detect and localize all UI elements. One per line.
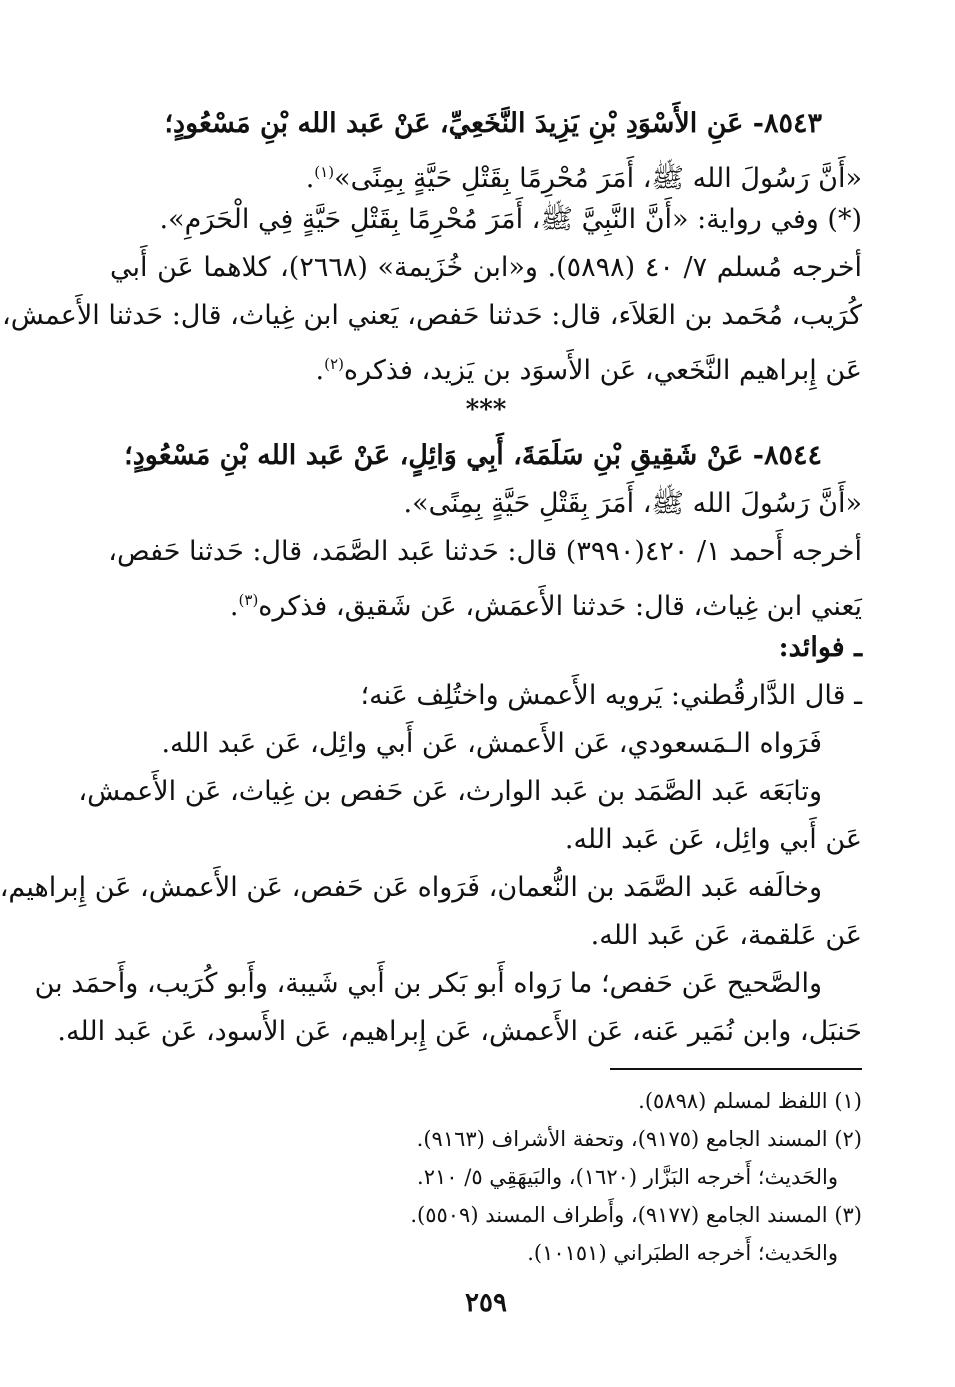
hadith-8543-takhrij-text: عَن إِبراهيم النَّخَعي، عَن الأَسوَد بن يَزيد، فذكره — [343, 355, 862, 386]
hadith-8543-takhrij-line-1: أخرجه مُسلم ٧/ ٤٠ (٥٨٩٨). و«ابن خُزَيمة» (٢٦٦٨)، كلاهما عَن أَبي — [110, 252, 863, 283]
hadith-8544-takhrij-end: . — [229, 591, 239, 622]
footnote-ref-1[interactable]: (١) — [314, 163, 335, 181]
hadith-8543-takhrij-line-3 — [110, 340, 862, 388]
hadith-8543-matn-end: . — [305, 163, 315, 194]
main-text — [0, 100, 863, 1056]
hadith-8543-matn-line-1: ٨٥٤٣- عَنِ الأَسْوَدِ بْنِ يَزِيدَ النَّخَعِيِّ، عَنْ عَبد الله بْنِ مَسْعُودٍ؛ — [164, 108, 822, 139]
footnote-2: (٢) المسند الجامع (٩١٧٥)، وتحفة الأشراف (٩١٦٣). — [416, 1127, 862, 1151]
footnote-3-continuation: والحَديث؛ أَخرجه الطبَراني (١٠١٥١). — [527, 1241, 838, 1265]
hadith-8543-takhrij-end: . — [315, 355, 325, 386]
footnotes — [110, 1082, 862, 1272]
footnote-1: (١) اللفظ لمسلم (٥٨٩٨). — [638, 1089, 862, 1113]
fawaid-line-1: ـ قال الدَّارقُطني: يَرويه الأَعمش واختُلِف عَنه؛ — [360, 680, 862, 711]
footnote-ref-3[interactable]: (٣) — [238, 591, 259, 609]
hadith-8543-matn-line-2 — [110, 148, 862, 196]
hadith-8543-variant: (*) وفي رواية: «أَنَّ النَّبِيَّ ﷺ، أَمَرَ مُحْرِمًا بِقَتْلِ حَيَّةٍ فِي الْحَرَمِ». — [159, 204, 862, 235]
fawaid-line-8: حَنبَل، وابن نُمَير عَنه، عَن الأَعمش، عَن إِبراهيم، عَن الأَسود، عَن عَبد الله. — [57, 1016, 862, 1047]
footnote-ref-2[interactable]: (٢) — [324, 355, 344, 373]
fawaid-line-6: عَن عَلقمة، عَن عَبد الله. — [590, 920, 862, 951]
hadith-8544-matn-line-1: ٨٥٤٤- عَنْ شَقِيقِ بْنِ سَلَمَةَ، أَبِي وَائِلٍ، عَنْ عَبد الله بْنِ مَسْعُودٍ؛ — [124, 440, 822, 471]
footnote-2-continuation: والحَديث؛ أَخرجه البَزَّار (١٦٢٠)، والبَيهَقِي ٥/ ٢١٠. — [417, 1165, 838, 1189]
fawaid-line-4: عَن أَبي وائِل، عَن عَبد الله. — [564, 824, 862, 855]
fawaid-heading: ـ فوائد: — [778, 632, 862, 663]
hadith-8543-takhrij-line-2: كُرَيب، مُحَمد بن العَلاَء، قال: حَدثنا حَفص، يَعني ابن غِياث، قال: حَدثنا الأَعمش، — [2, 300, 862, 331]
page-number: ٢٥٩ — [465, 1288, 507, 1318]
hadith-8544-takhrij-text: يَعني ابن غِياث، قال: حَدثنا الأَعمَش، عَن شَقيق، فذكره — [258, 591, 862, 622]
hadith-8543-matn-text: «أَنَّ رَسُولَ الله ﷺ، أَمَرَ مُحْرِمًا بِقَتْلِ حَيَّةٍ بِمِنًى» — [334, 163, 862, 194]
fawaid-line-5: وخالَفه عَبد الصَّمَد بن النُّعمان، فَرَواه عَن حَفص، عَن الأَعمش، عَن إِبراهيم، — [0, 872, 822, 903]
hadith-8544-takhrij-line-2 — [110, 576, 862, 624]
fawaid-line-7: والصَّحيح عَن حَفص؛ ما رَواه أَبو بَكر بن أَبي شَيبة، وأَبو كُرَيب، وأَحمَد بن — [34, 968, 822, 999]
section-separator: *** — [465, 395, 507, 425]
fawaid-line-3: وتابَعَه عَبد الصَّمَد بن عَبد الوارث، عَن حَفص بن غِياث، عَن الأَعمش، — [78, 776, 822, 807]
footnote-divider — [610, 1068, 862, 1070]
footnote-3: (٣) المسند الجامع (٩١٧٧)، وأَطراف المسند (٥٥٠٩). — [410, 1203, 862, 1227]
hadith-8544-takhrij-line-1: أخرجه أَحمد ١/ ٤٢٠(٣٩٩٠) قال: حَدثنا عَبد الصَّمَد، قال: حَدثنا حَفص، — [108, 536, 862, 567]
hadith-8544-matn-line-2: «أَنَّ رَسُولَ الله ﷺ، أَمَرَ بِقَتْلِ حَيَّةٍ بِمِنًى». — [403, 488, 862, 519]
fawaid-line-2: فَرَواه الـمَسعودي، عَن الأَعمش، عَن أَبي وائِل، عَن عَبد الله. — [161, 728, 822, 759]
